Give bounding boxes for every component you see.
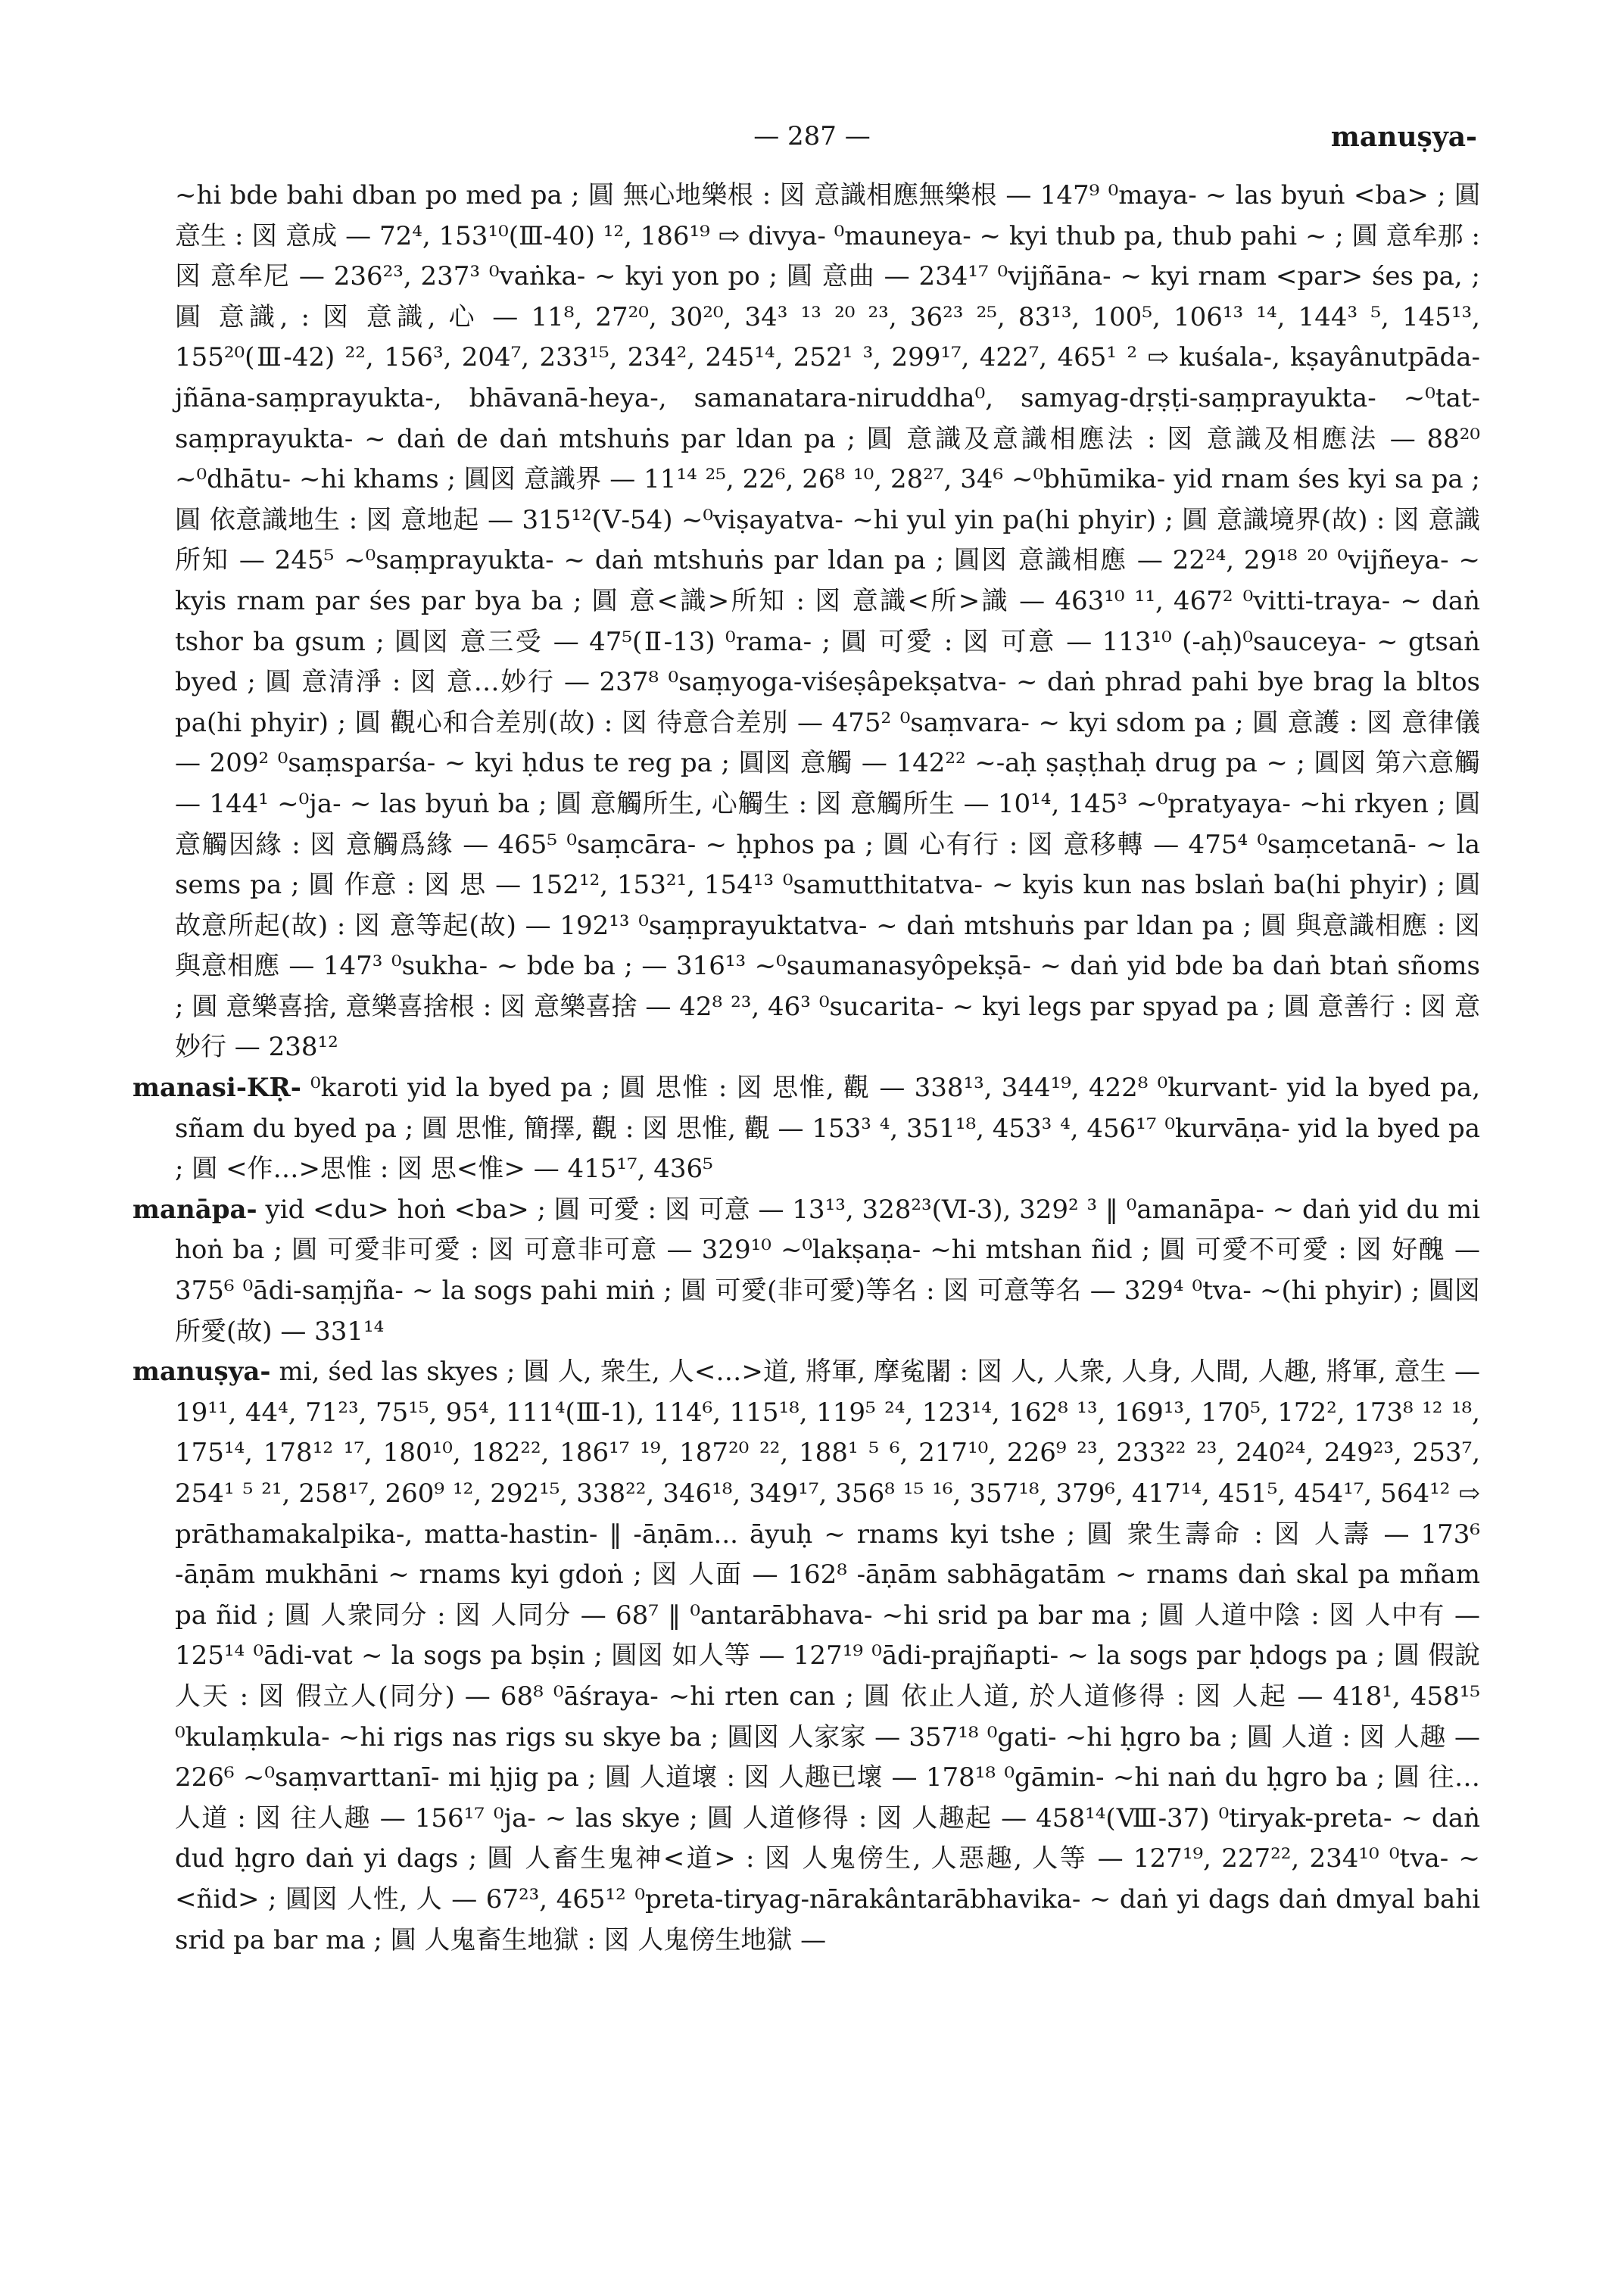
dictionary-entry — [132, 1068, 1480, 1190]
dictionary-entry — [132, 1190, 1480, 1352]
entry-headword: manāpa- — [132, 1194, 257, 1225]
page-number: — 287 — — [753, 121, 871, 151]
dictionary-entry-continued — [132, 176, 1480, 1068]
entry-text: ⁰karoti yid la byed pa ; 圓 思惟 : 図 思惟, 觀 — 338¹³, 344¹⁹, 422⁸ ⁰kurvant- yid la byed pa, sñam du byed pa ; 圓 思惟, 簡擇, 觀 : 図 思惟, 觀 — 153³ ⁴, 351¹⁸, 453³ ⁴, 456¹⁷ ⁰kurvāṇa- yid la byed pa ; 圓 <作…>思惟 : 図 思<惟> — 415¹⁷, 436⁵ — [175, 1073, 1480, 1185]
entry-headword: manuṣya- — [132, 1357, 271, 1388]
dictionary-entry — [132, 1352, 1480, 1961]
page-header — [0, 121, 1624, 159]
dictionary-content — [132, 176, 1480, 1961]
entry-text: mi, śed las skyes ; 圓 人, 衆生, 人<…>道, 將軍, 摩㝹闍 : 図 人, 人衆, 人身, 人間, 人趣, 將軍, 意生 — 19¹¹, 44⁴, 71²³, 75¹⁵, 95⁴, 111⁴(Ⅲ-1), 114⁶, 115¹⁸, 119⁵ ²⁴, 123¹⁴, 162⁸ ¹³, 169¹³, 170⁵, 172², 173⁸ ¹² ¹⁸, 175¹⁴, 178¹² ¹⁷, 180¹⁰, 182²², 186¹⁷ ¹⁹, 187²⁰ ²², 188¹ ⁵ ⁶, 217¹⁰, 226⁹ ²³, 233²² ²³, 240²⁴, 249²³, 253⁷, 254¹ ⁵ ²¹, 258¹⁷, 260⁹ ¹², 292¹⁵, 338²², 346¹⁸, 349¹⁷, 356⁸ ¹⁵ ¹⁶, 357¹⁸, 379⁶, 417¹⁴, 451⁵, 454¹⁷, 564¹² ⇨ prāthamakalpika-, matta-hastin- ‖ -āṇām... āyuḥ ~ rnams kyi tshe ; 圓 衆生壽命 : 図 人壽 — 173⁶ -āṇām mukhāni ~ rnams kyi gdoṅ ; 図 人面 — 162⁸ -āṇām sabhāgatām ~ rnams daṅ skal pa mñam pa ñid ; 圓 人衆同分 : 図 人同分 — 68⁷ ‖ ⁰antarābhava- ~hi srid pa bar ma ; 圓 人道中陰 : 図 人中有 — 125¹⁴ ⁰ādi-vat ~ la sogs pa bṣin ; 圓図 如人等 — 127¹⁹ ⁰ādi-prajñapti- ~ la sogs par ḥdogs pa ; 圓 假說人天 : 図 假立人(同分) — 68⁸ ⁰āśraya- ~hi rten can ; 圓 依止人道, 於人道修得 : 図 人起 — 418¹, 458¹⁵ ⁰kulaṃkula- ~hi rigs nas rigs su skye ba ; 圓図 人家家 — 357¹⁸ ⁰gati- ~hi ḥgro ba ; 圓 人道 : 図 人趣 — 226⁶ ~⁰saṃvarttanī- mi ḥjig pa ; 圓 人道壞 : 図 人趣已壞 — 178¹⁸ ⁰gāmin- ~hi naṅ du ḥgro ba ; 圓 往…人道 : 図 往人趣 — 156¹⁷ ⁰ja- ~ las skye ; 圓 人道修得 : 図 人趣起 — 458¹⁴(Ⅷ-37) ⁰tiryak-preta- ~ daṅ dud ḥgro daṅ yi dags ; 圓 人畜生鬼神<道> : 図 人鬼傍生, 人惡趣, 人等 — 127¹⁹, 227²², 234¹⁰ ⁰tva- ~ <ñid> ; 圓図 人性, 人 — 67²³, 465¹² ⁰preta-tiryag-nārakântarābhavika- ~ daṅ yi dags daṅ dmyal bahi srid pa bar ma ; 圓 人鬼畜生地獄 : 図 人鬼傍生地獄 — — [175, 1357, 1480, 1955]
running-head: manuṣya- — [1330, 121, 1477, 153]
entry-text: ~hi bde bahi dban po med pa ; 圓 無心地樂根 : 図 意識相應無樂根 — 147⁹ ⁰maya- ~ las byuṅ <ba> ; 圓 意生 : 図 意成 — 72⁴, 153¹⁰(Ⅲ-40) ¹², 186¹⁹ ⇨ divya- ⁰mauneya- ~ kyi thub pa, thub pahi ~ ; 圓 意牟那 : 図 意牟尼 — 236²³, 237³ ⁰vaṅka- ~ kyi yon po ; 圓 意曲 — 234¹⁷ ⁰vijñāna- ~ kyi rnam <par> śes pa, ; 圓 意識, : 図 意識, 心 — 11⁸, 27²⁰, 30²⁰, 34³ ¹³ ²⁰ ²³, 36²³ ²⁵, 83¹³, 100⁵, 106¹³ ¹⁴, 144³ ⁵, 145¹³, 155²⁰(Ⅲ-42) ²², 156³, 204⁷, 233¹⁵, 234², 245¹⁴, 252¹ ³, 299¹⁷, 422⁷, 465¹ ² ⇨ kuśala-, kṣayânutpāda-jñāna-saṃprayukta-, bhāvanā-heya-, samanatara-niruddha⁰, samyag-dṛṣṭi-saṃprayukta- ~⁰tat-saṃprayukta- ~ daṅ de daṅ mtshuṅs par ldan pa ; 圓 意識及意識相應法 : 図 意識及相應法 — 88²⁰ ~⁰dhātu- ~hi khams ; 圓図 意識界 — 11¹⁴ ²⁵, 22⁶, 26⁸ ¹⁰, 28²⁷, 34⁶ ~⁰bhūmika- yid rnam śes kyi sa pa ; 圓 依意識地生 : 図 意地起 — 315¹²(Ⅴ-54) ~⁰viṣayatva- ~hi yul yin pa(hi phyir) ; 圓 意識境界(故) : 図 意識所知 — 245⁵ ~⁰saṃprayukta- ~ daṅ mtshuṅs par ldan pa ; 圓図 意識相應 — 22²⁴, 29¹⁸ ²⁰ ⁰vijñeya- ~ kyis rnam par śes par bya ba ; 圓 意<識>所知 : 図 意識<所>識 — 463¹⁰ ¹¹, 467² ⁰vitti-traya- ~ daṅ tshor ba gsum ; 圓図 意三受 — 47⁵(Ⅱ-13) ⁰rama- ; 圓 可愛 : 図 可意 — 113¹⁰ (-aḥ)⁰sauceya- ~ gtsaṅ byed ; 圓 意清淨 : 図 意…妙行 — 237⁸ ⁰saṃyoga-viśeṣâpekṣatva- ~ daṅ phrad pahi bye brag la bltos pa(hi phyir) ; 圓 觀心和合差別(故) : 図 待意合差別 — 475² ⁰saṃvara- ~ kyi sdom pa ; 圓 意護 : 図 意律儀 — 209² ⁰saṃsparśa- ~ kyi ḥdus te reg pa ; 圓図 意觸 — 142²² ~-aḥ ṣaṣṭhaḥ drug pa ~ ; 圓図 第六意觸 — 144¹ ~⁰ja- ~ las byuṅ ba ; 圓 意觸所生, 心觸生 : 図 意觸所生 — 10¹⁴, 145³ ~⁰pratyaya- ~hi rkyen ; 圓 意觸因緣 : 図 意觸爲緣 — 465⁵ ⁰saṃcāra- ~ ḥphos pa ; 圓 心有行 : 図 意移轉 — 475⁴ ⁰saṃcetanā- ~ la sems pa ; 圓 作意 : 図 思 — 152¹², 153²¹, 154¹³ ⁰samutthitatva- ~ kyis kun nas bslaṅ ba(hi phyir) ; 圓 故意所起(故) : 図 意等起(故) — 192¹³ ⁰saṃprayuktatva- ~ daṅ mtshuṅs par ldan pa ; 圓 與意識相應 : 図 與意相應 — 147³ ⁰sukha- ~ bde ba ; — 316¹³ ~⁰saumanasyôpekṣā- ~ daṅ yid bde ba daṅ btaṅ sñoms ; 圓 意樂喜捨, 意樂喜捨根 : 図 意樂喜捨 — 42⁸ ²³, 46³ ⁰sucarita- ~ kyi legs par spyad pa ; 圓 意善行 : 図 意妙行 — 238¹² — [175, 180, 1480, 1063]
entry-text: yid <du> hoṅ <ba> ; 圓 可愛 : 図 可意 — 13¹³, 328²³(Ⅵ-3), 329² ³ ‖ ⁰amanāpa- ~ daṅ yid du mi hoṅ ba ; 圓 可愛非可愛 : 図 可意非可意 — 329¹⁰ ~⁰lakṣaṇa- ~hi mtshan ñid ; 圓 可愛不可愛 : 図 好醜 — 375⁶ ⁰ādi-saṃjña- ~ la sogs pahi miṅ ; 圓 可愛(非可愛)等名 : 図 可意等名 — 329⁴ ⁰tva- ~(hi phyir) ; 圓図 所愛(故) — 331¹⁴ — [175, 1194, 1480, 1347]
entry-headword: manasi-KṚ- — [132, 1073, 301, 1104]
